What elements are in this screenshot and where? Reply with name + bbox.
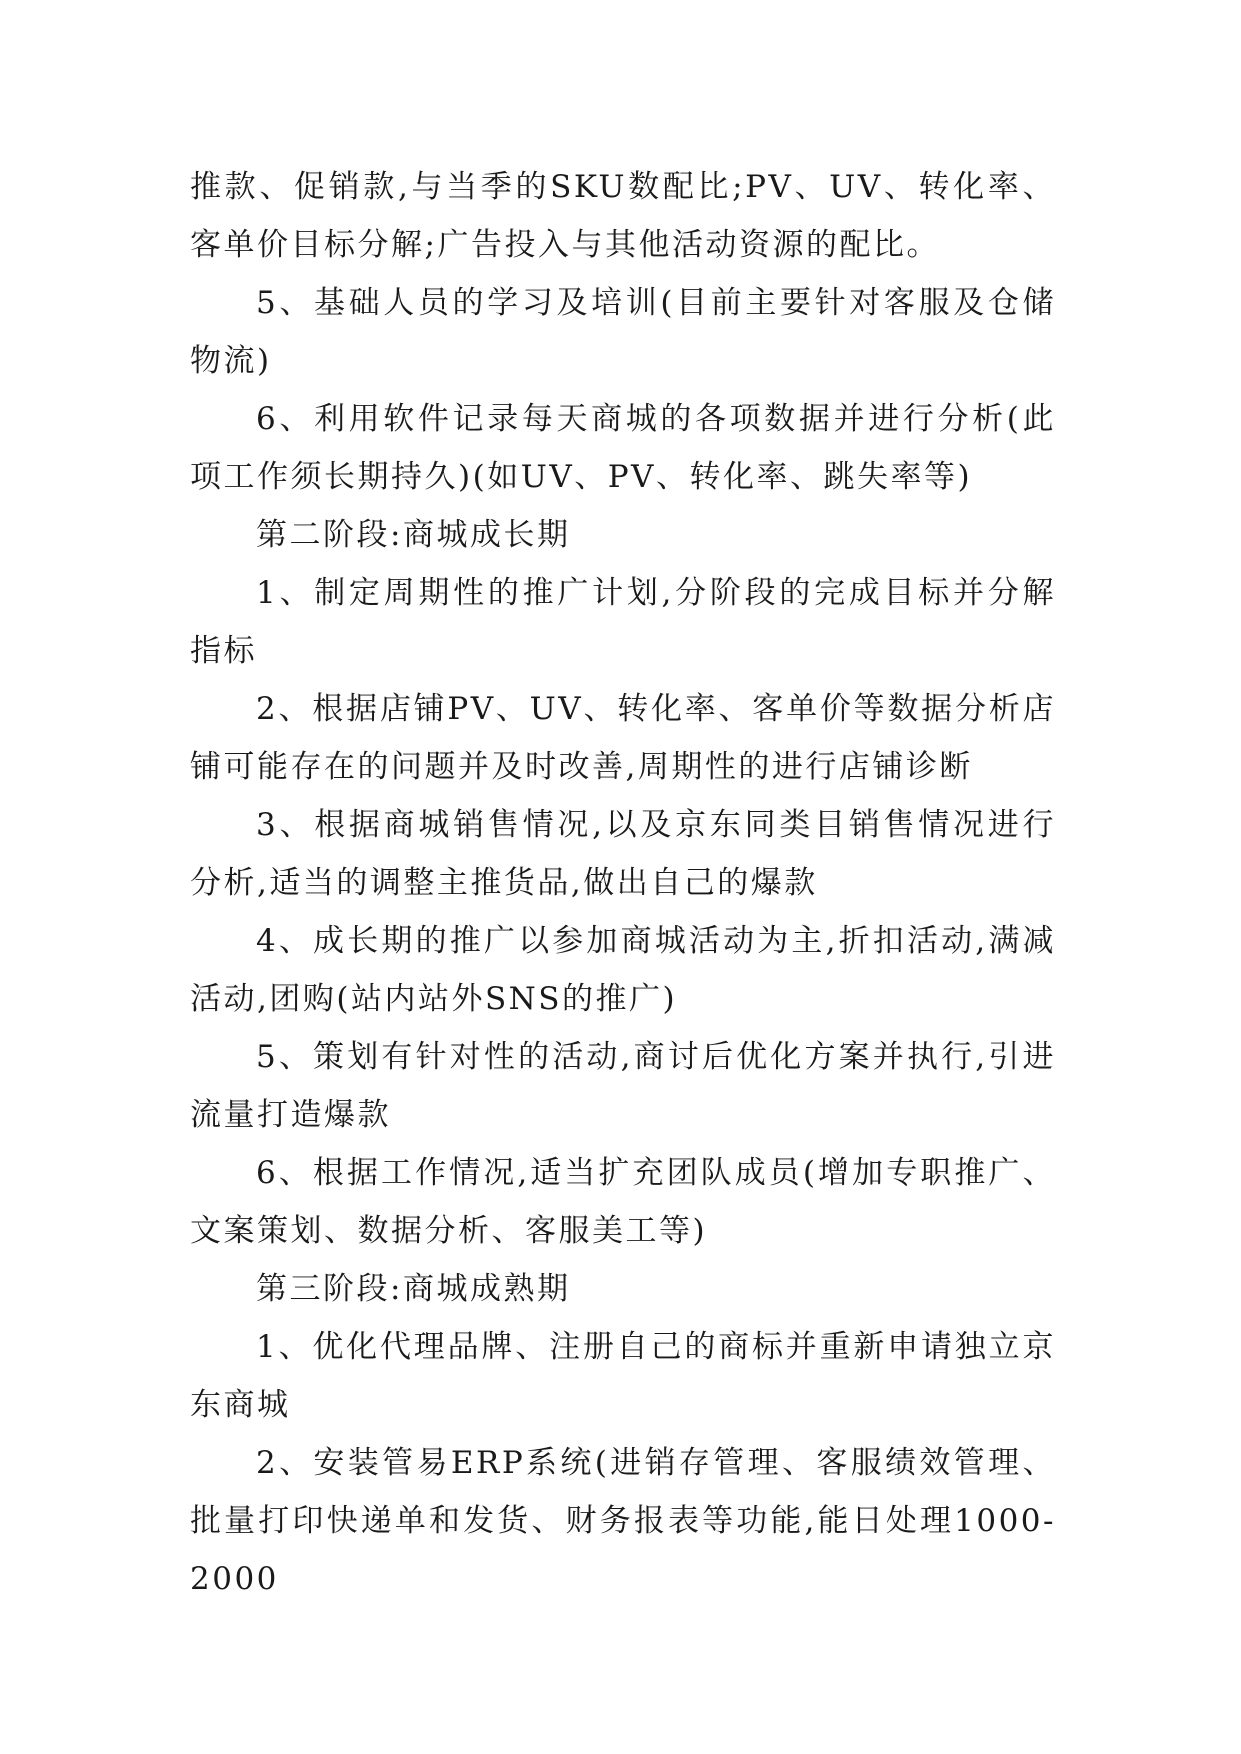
paragraph-growth-promotion: 4、成长期的推广以参加商城活动为主,折扣活动,满减活动,团购(站内站外SNS的推广)	[190, 923, 1056, 1017]
paragraph-targeted-activity: 5、策划有针对性的活动,商讨后优化方案并执行,引进流量打造爆款	[190, 1039, 1056, 1133]
section-heading-stage-two: 第二阶段:商城成长期	[256, 517, 571, 553]
section-heading-stage-three: 第三阶段:商城成熟期	[256, 1271, 571, 1307]
paragraph-data-analysis: 6、利用软件记录每天商城的各项数据并进行分析(此项工作须长期持久)(如UV、PV、转化率、跳失率等)	[190, 401, 1056, 495]
paragraph-staff-training: 5、基础人员的学习及培训(目前主要针对客服及仓储物流)	[190, 285, 1056, 379]
paragraph-sku-ratio: 推款、促销款,与当季的SKU数配比;PV、UV、转化率、客单价目标分解;广告投入与其他活动资源的配比。	[190, 169, 1056, 263]
paragraph-store-diagnosis: 2、根据店铺PV、UV、转化率、客单价等数据分析店铺可能存在的问题并及时改善,周期性的进行店铺诊断	[190, 691, 1056, 785]
paragraph-sales-analysis: 3、根据商城销售情况,以及京东同类目销售情况进行分析,适当的调整主推货品,做出自己的爆款	[190, 807, 1056, 901]
paragraph-promotion-plan: 1、制定周期性的推广计划,分阶段的完成目标并分解指标	[190, 575, 1056, 669]
paragraph-team-expansion: 6、根据工作情况,适当扩充团队成员(增加专职推广、文案策划、数据分析、客服美工等)	[190, 1155, 1056, 1249]
paragraph-erp-install: 2、安装管易ERP系统(进销存管理、客服绩效管理、批量打印快递单和发货、财务报表等功能,能日处理1000-2000	[190, 1445, 1056, 1597]
paragraph-brand-optimization: 1、优化代理品牌、注册自己的商标并重新申请独立京东商城	[190, 1329, 1056, 1423]
document-body	[190, 158, 1056, 1608]
